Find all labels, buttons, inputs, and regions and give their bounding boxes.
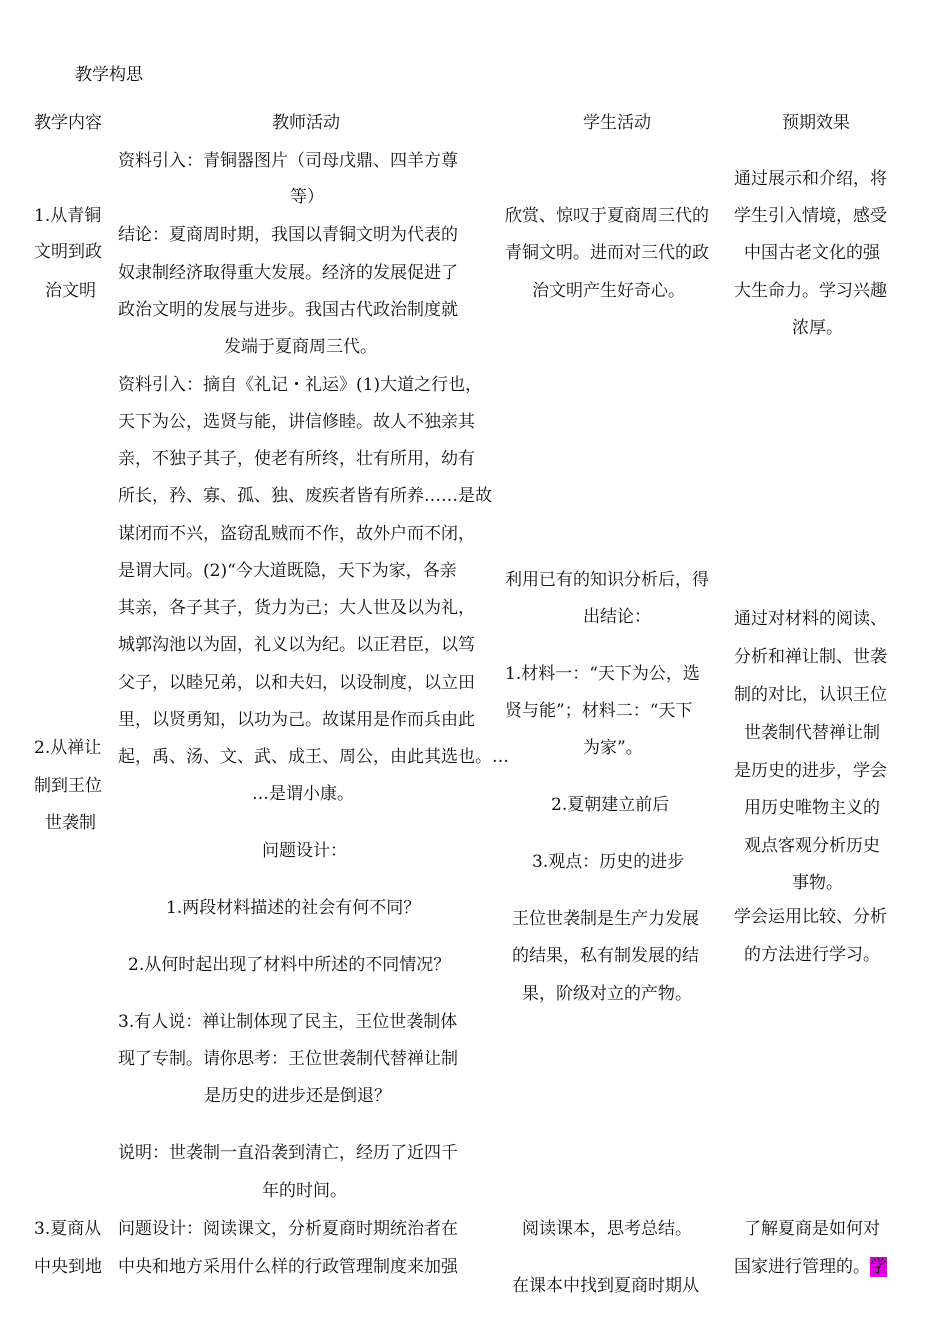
row2-teacher-line: 2.从何时起出现了材料中所述的不同情况？ bbox=[128, 955, 451, 975]
row1-teacher-line: 发端于夏商周三代。 bbox=[224, 337, 377, 357]
page-title: 教学构思 bbox=[75, 65, 143, 85]
row1-teacher-line: 结论：夏商周时期，我国以青铜文明为代表的 bbox=[118, 225, 458, 245]
row2-teacher-line: 里，以贤勇知，以功为己。故谋用是作而兵由此 bbox=[118, 710, 475, 730]
row2-student-line: 3.观点：历史的进步 bbox=[532, 852, 685, 872]
row1-effect-line: 通过展示和介绍，将 bbox=[734, 169, 887, 189]
row2-student-line: 2.夏朝建立前后 bbox=[551, 795, 670, 815]
row2-teacher-line: 年的时间。 bbox=[262, 1181, 347, 1201]
row2-student-line: 王位世袭制是生产力发展 bbox=[512, 909, 699, 929]
row2-student-line: 利用已有的知识分析后，得 bbox=[505, 570, 709, 590]
header-effect: 预期效果 bbox=[782, 113, 850, 133]
row2-effect-line: 制的对比，认识王位 bbox=[734, 685, 887, 705]
row2-effect-line: 学会运用比较、分析 bbox=[734, 907, 887, 927]
row2-effect-line: 是历史的进步，学会 bbox=[734, 761, 887, 781]
row2-teacher-line: 说明：世袭制一直沿袭到清亡，经历了近四千 bbox=[118, 1143, 458, 1163]
row2-effect-line: 事物。 bbox=[792, 873, 843, 893]
row3-effect-line bbox=[734, 1256, 887, 1278]
row3-content-line: 3.夏商从 bbox=[34, 1219, 102, 1239]
row1-student-line: 青铜文明。进而对三代的政 bbox=[505, 243, 709, 263]
row2-content-line: 制到王位 bbox=[34, 776, 102, 796]
row2-teacher-line: 1.两段材料描述的社会有何不同？ bbox=[166, 898, 421, 918]
row2-student-line: 的结果，私有制发展的结 bbox=[512, 946, 699, 966]
row2-teacher-line: 谋闭而不兴，盗窃乱贼而不作，故外户而不闭， bbox=[118, 524, 475, 544]
header-content: 教学内容 bbox=[34, 113, 102, 133]
row1-effect-line: 学生引入情境，感受 bbox=[734, 206, 887, 226]
row2-student-line: 为家”。 bbox=[583, 738, 643, 758]
row3-effect-line: 了解夏商是如何对 bbox=[744, 1219, 880, 1239]
row2-student-line: 贤与能”；材料二：“天下 bbox=[505, 701, 693, 721]
row2-teacher-line: 所长，矜、寡、孤、独、废疾者皆有所养……是故 bbox=[118, 486, 492, 506]
row1-content-line: 1.从青铜 bbox=[34, 206, 102, 226]
row2-effect-line: 分析和禅让制、世袭 bbox=[734, 647, 887, 667]
row2-teacher-line: 3.有人说：禅让制体现了民主，王位世袭制体 bbox=[118, 1012, 458, 1032]
row1-effect-line: 中国古老文化的强 bbox=[744, 243, 880, 263]
row3-teacher-line: 中央和地方采用什么样的行政管理制度来加强 bbox=[118, 1257, 458, 1277]
row2-teacher-line: 资料引入：摘自《礼记・礼运》(1)大道之行也， bbox=[118, 375, 483, 395]
row2-effect-line: 的方法进行学习。 bbox=[744, 945, 880, 965]
row2-teacher-line: …是谓小康。 bbox=[252, 784, 354, 804]
row1-student-line: 治文明产生好奇心。 bbox=[532, 281, 685, 301]
row1-effect-line: 浓厚。 bbox=[792, 318, 843, 338]
row2-teacher-line: 是谓大同。(2)“今大道既隐，天下为家，各亲 bbox=[118, 561, 457, 581]
row1-content-line: 治文明 bbox=[45, 281, 96, 301]
row2-teacher-line: 其亲，各子其子，货力为己；大人世及以为礼， bbox=[118, 598, 475, 618]
row2-effect-line: 观点客观分析历史 bbox=[744, 836, 880, 856]
row1-teacher-line: 奴隶制经济取得重大发展。经济的发展促进了 bbox=[118, 263, 458, 283]
row2-teacher-line: 城郭沟池以为固，礼义以为纪。以正君臣，以笃 bbox=[118, 635, 475, 655]
row2-student-line: 果，阶级对立的产物。 bbox=[522, 984, 692, 1004]
row2-effect-line: 通过对材料的阅读、 bbox=[734, 609, 887, 629]
row2-teacher-line: 父子，以睦兄弟，以和夫妇，以设制度，以立田 bbox=[118, 673, 475, 693]
row1-student-line: 欣赏、惊叹于夏商周三代的 bbox=[505, 206, 709, 226]
header-student: 学生活动 bbox=[583, 113, 651, 133]
header-teacher: 教师活动 bbox=[272, 113, 340, 133]
row2-teacher-line: 问题设计： bbox=[262, 841, 347, 861]
row1-effect-line: 大生命力。学习兴趣 bbox=[734, 281, 887, 301]
row1-teacher-line: 等） bbox=[290, 187, 324, 207]
row3-student-line: 在课本中找到夏商时期从 bbox=[512, 1276, 699, 1296]
row2-teacher-line: 是历史的进步还是倒退？ bbox=[204, 1086, 391, 1106]
row2-teacher-line: 天下为公，选贤与能，讲信修睦。故人不独亲其 bbox=[118, 412, 475, 432]
row2-teacher-line: 亲，不独子其子，使老有所终，壮有所用，幼有 bbox=[118, 449, 475, 469]
row2-content-line: 世袭制 bbox=[45, 813, 96, 833]
row3-content-line: 中央到地 bbox=[34, 1257, 102, 1277]
row2-effect-line: 用历史唯物主义的 bbox=[744, 798, 880, 818]
row2-student-line: 1.材料一：“天下为公，选 bbox=[505, 664, 700, 684]
row3-student-line: 阅读课本，思考总结。 bbox=[522, 1219, 692, 1239]
row1-content-line: 文明到政 bbox=[34, 242, 102, 262]
row1-teacher-line: 政治文明的发展与进步。我国古代政治制度就 bbox=[118, 300, 458, 320]
highlighted-text: 学 bbox=[870, 1257, 887, 1277]
row2-effect-line: 世袭制代替禅让制 bbox=[744, 723, 880, 743]
row3-effect-text: 国家进行管理的。 bbox=[734, 1257, 870, 1277]
row2-content-line: 2.从禅让 bbox=[34, 738, 102, 758]
row3-teacher-line: 问题设计：阅读课文，分析夏商时期统治者在 bbox=[118, 1219, 458, 1239]
row2-student-line: 出结论： bbox=[583, 607, 651, 627]
row2-teacher-line: 起，禹、汤、文、武、成王、周公，由此其选也。… bbox=[118, 747, 509, 767]
row1-teacher-line: 资料引入：青铜器图片（司母戊鼎、四羊方尊 bbox=[118, 151, 458, 171]
row2-teacher-line: 现了专制。请你思考：王位世袭制代替禅让制 bbox=[118, 1049, 458, 1069]
